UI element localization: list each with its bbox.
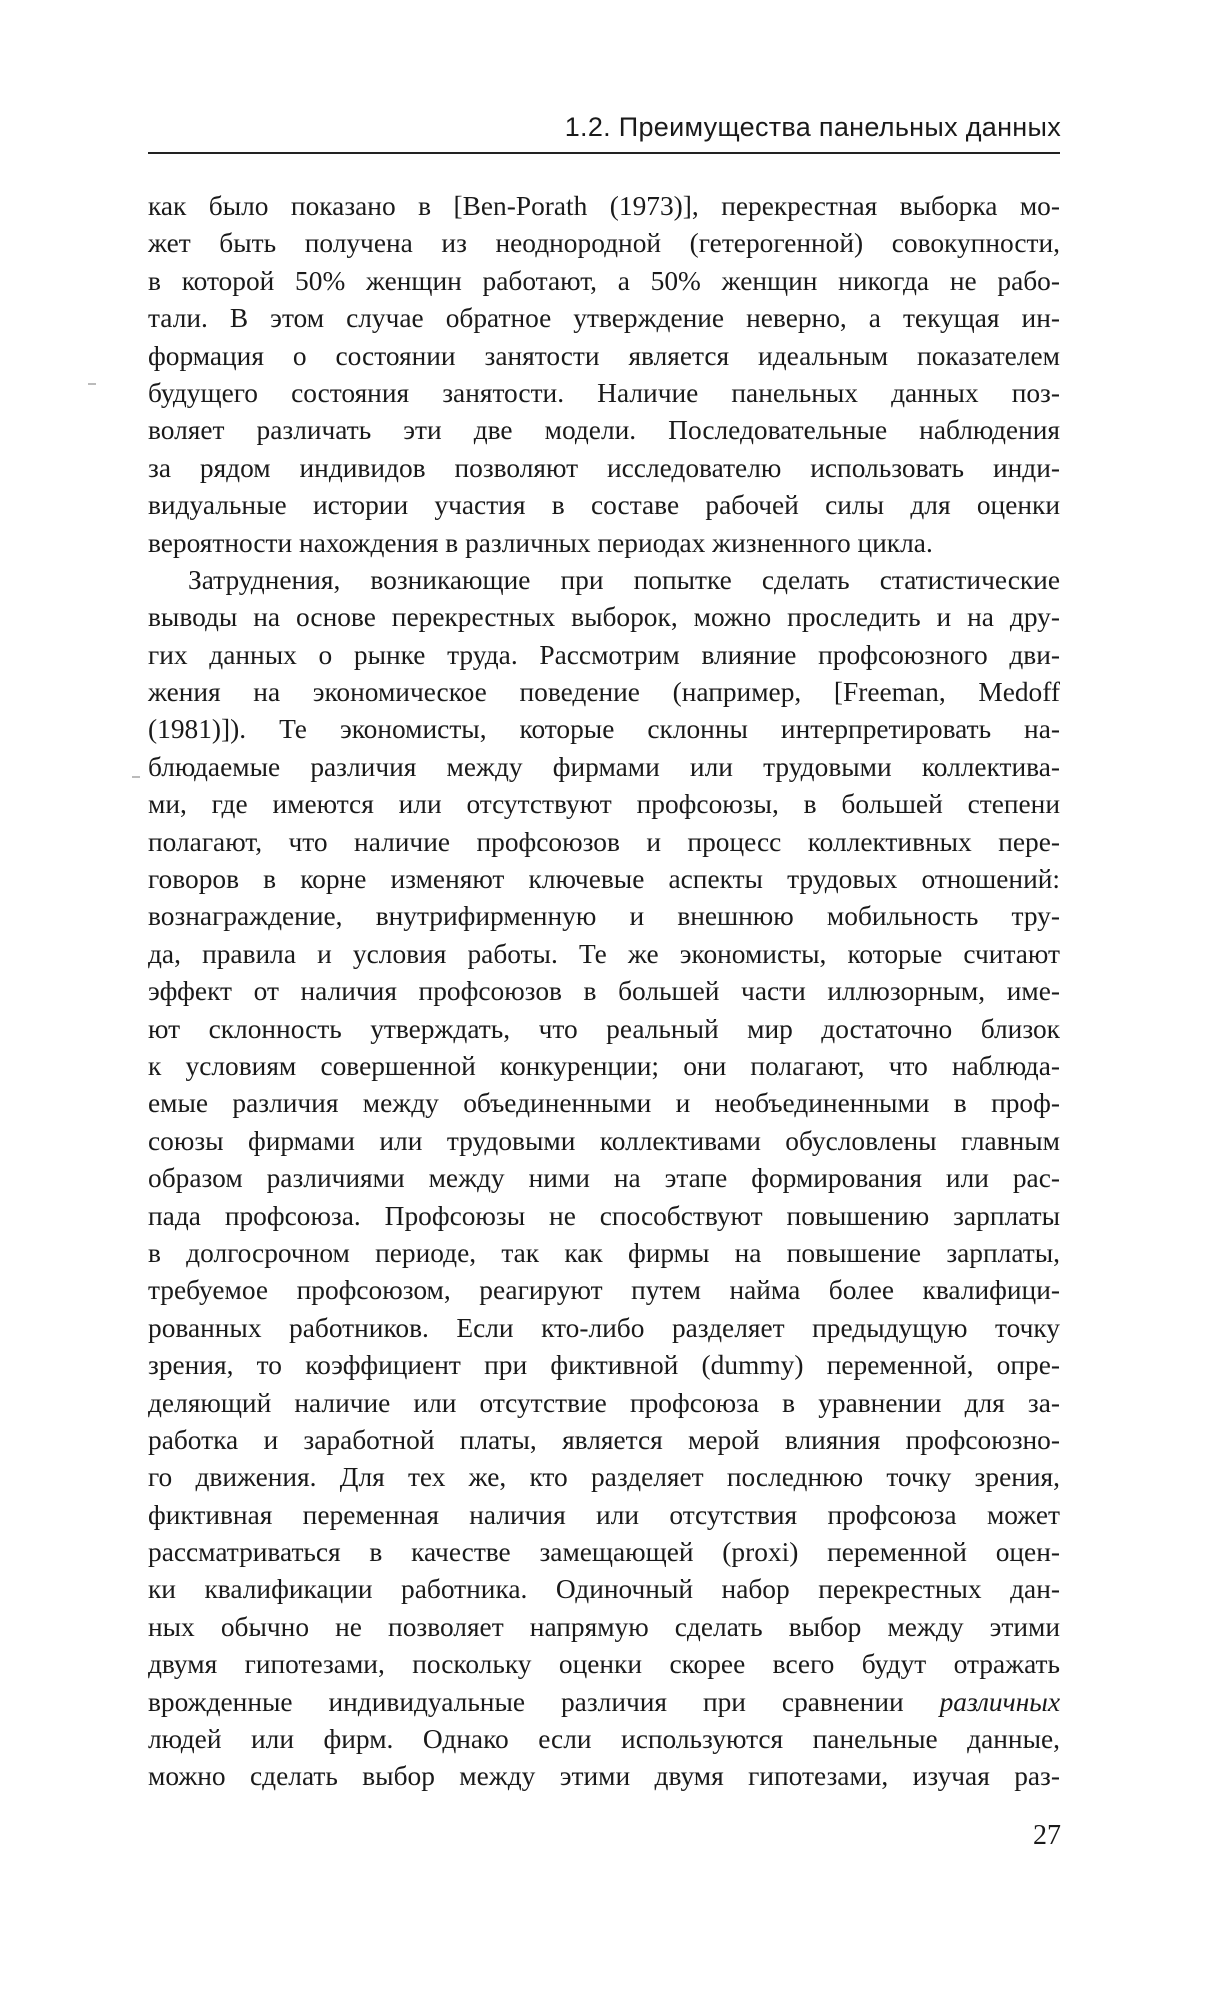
text-line: выводы на основе перекрестных выборок, можно проследить и на дру- xyxy=(148,602,1060,633)
text-line: вероятности нахождения в различных периодах жизненного цикла. xyxy=(148,527,933,558)
text-line: образом различиями между ними на этапе формирования или рас- xyxy=(148,1163,1060,1194)
text-line: да, правила и условия работы. Те же экономисты, которые считают xyxy=(148,938,1060,969)
text-line: как было показано в [Ben-Porath (1973)], перекрестная выборка мо- xyxy=(148,191,1060,221)
text-line: жения на экономическое поведение (например, [Freeman, Medoff xyxy=(148,677,1060,708)
text-line: жет быть получена из неоднородной (гетерогенной) совокупности, xyxy=(148,228,1060,259)
text-line: деляющий наличие или отсутствие профсоюза в уравнении для за- xyxy=(148,1387,1060,1418)
text-line: людей или фирм. Однако если используются панельные данные, xyxy=(148,1724,1060,1755)
header-rule xyxy=(148,152,1060,154)
text-line: ных обычно не позволяет напрямую сделать выбор между этими xyxy=(148,1611,1060,1642)
text-line: вознаграждение, внутрифирменную и внешнюю мобильность тру- xyxy=(148,901,1060,932)
text-line: ки квалификации работника. Одиночный набор перекрестных дан- xyxy=(148,1574,1060,1605)
text-line: врожденные индивидуальные различия при сравнении различных xyxy=(148,1686,1060,1717)
text-line: (1981)]). Те экономисты, которые склонны интерпретировать на- xyxy=(148,714,1060,745)
text-line: двумя гипотезами, поскольку оценки скорее всего будут отражать xyxy=(148,1649,1060,1680)
margin-mark-2 xyxy=(132,776,140,778)
text-line: ми, где имеются или отсутствуют профсоюзы, в большей степени xyxy=(148,789,1060,820)
text-line: го движения. Для тех же, кто разделяет последнюю точку зрения, xyxy=(148,1462,1060,1493)
text-line: зрения, то коэффициент при фиктивной (dummy) переменной, опре- xyxy=(148,1350,1060,1381)
text-line: пада профсоюза. Профсоюзы не способствуют повышению зарплаты xyxy=(148,1200,1060,1231)
text-line: говоров в корне изменяют ключевые аспекты трудовых отношений: xyxy=(148,864,1060,895)
text-line: можно сделать выбор между этими двумя гипотезами, изучая раз- xyxy=(148,1761,1060,1792)
text-line: Затруднения, возникающие при попытке сделать статистические xyxy=(188,564,1060,595)
text-line: будущего состояния занятости. Наличие панельных данных поз- xyxy=(148,377,1060,408)
text-line: эффект от наличия профсоюзов в большей части иллюзорным, име- xyxy=(148,976,1060,1007)
body-text xyxy=(148,188,1060,1796)
text-line: требуемое профсоюзом, реагируют путем найма более квалифици- xyxy=(148,1275,1060,1306)
margin-mark-1 xyxy=(88,383,96,385)
text-line: рованных работников. Если кто-либо разделяет предыдущую точку xyxy=(148,1312,1060,1343)
text-line: блюдаемые различия между фирмами или трудовыми коллектива- xyxy=(148,751,1060,782)
text-line: за рядом индивидов позволяют исследователю использовать инди- xyxy=(148,452,1060,483)
text-line: видуальные истории участия в составе рабочей силы для оценки xyxy=(148,490,1060,521)
running-header-title: 1.2. Преимущества панельных данных xyxy=(564,112,1061,142)
text-line: ют склонность утверждать, что реальный мир достаточно близок xyxy=(148,1013,1060,1044)
text-line: емые различия между объединенными и необъединенными в проф- xyxy=(148,1088,1060,1119)
text-line: полагают, что наличие профсоюзов и процесс коллективных пере- xyxy=(148,826,1060,857)
page-number: 27 xyxy=(1033,1820,1061,1851)
text-line: рассматриваться в качестве замещающей (proxi) переменной оцен- xyxy=(148,1537,1060,1568)
text-line: союзы фирмами или трудовыми коллективами обусловлены главным xyxy=(148,1125,1060,1156)
text-line: работка и заработной платы, является мерой влияния профсоюзно- xyxy=(148,1424,1060,1455)
text-line: фиктивная переменная наличия или отсутствия профсоюза может xyxy=(148,1499,1060,1530)
text-line: гих данных о рынке труда. Рассмотрим влияние профсоюзного дви- xyxy=(148,639,1060,670)
text-line: формация о состоянии занятости является идеальным показателем xyxy=(148,340,1060,371)
text-line: к условиям совершенной конкуренции; они полагают, что наблюда- xyxy=(148,1050,1060,1081)
text-line: в долгосрочном периоде, так как фирмы на повышение зарплаты, xyxy=(148,1237,1060,1268)
text-line: тали. В этом случае обратное утверждение неверно, а текущая ин- xyxy=(148,303,1060,334)
text-line: воляет различать эти две модели. Последовательные наблюдения xyxy=(148,415,1060,446)
emphasis: различных xyxy=(939,1686,1060,1717)
text-line: в которой 50% женщин работают, а 50% женщин никогда не рабо- xyxy=(148,265,1060,296)
